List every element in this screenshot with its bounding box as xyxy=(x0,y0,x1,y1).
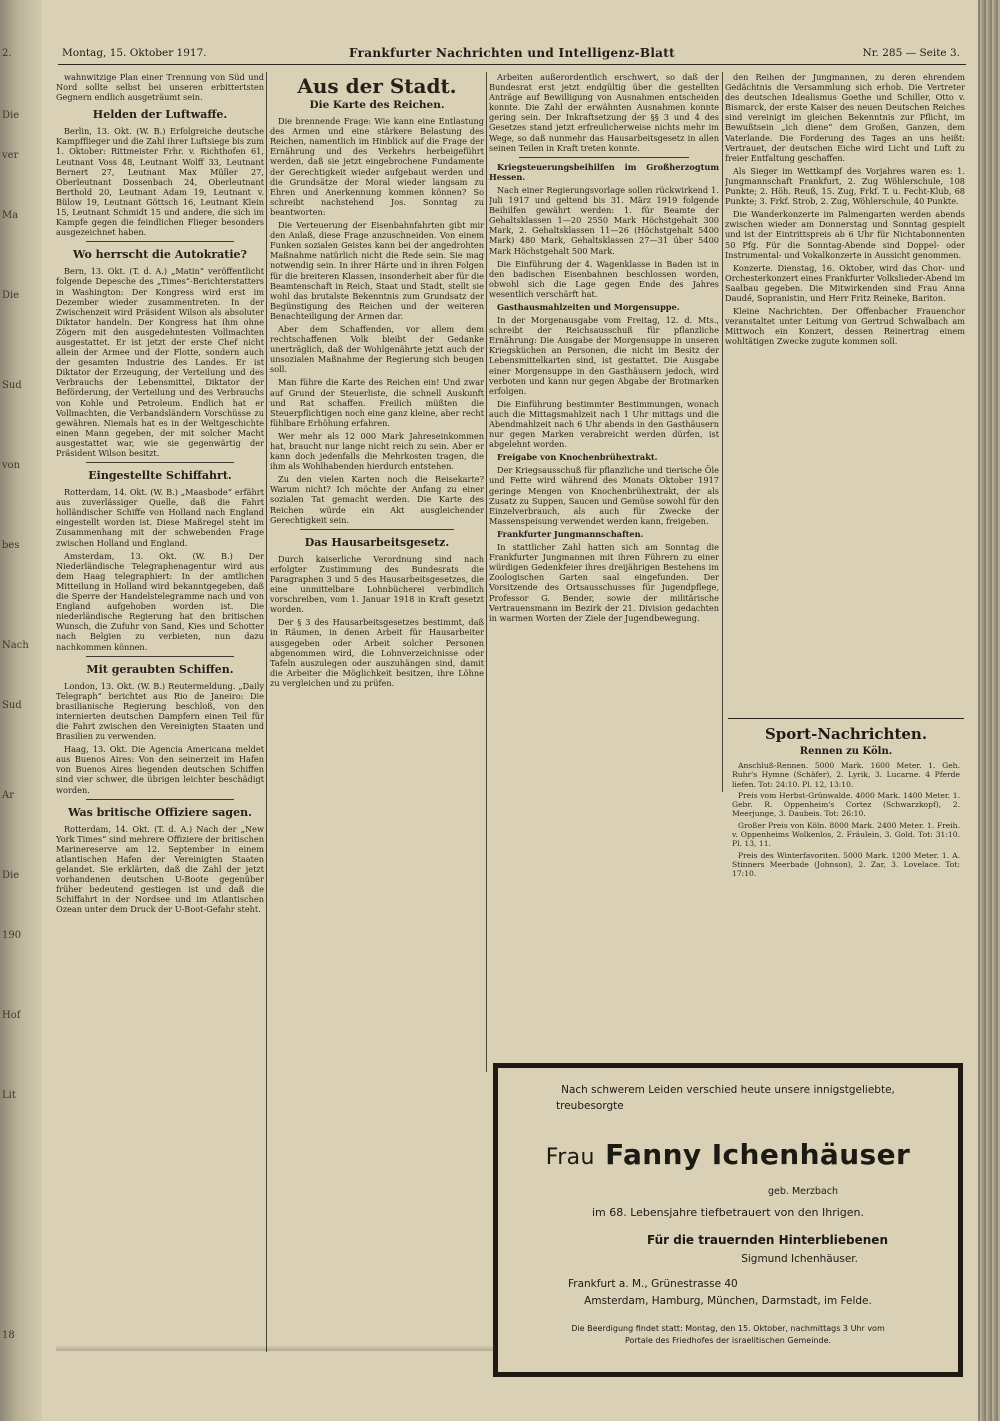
article-text: Als Sieger im Wettkampf des Vorjahres waren es: 1. Jungmannschaft Frankfurt, 2. Zug Wöhlerschule, 108 Punkte; 2. Höh. Reuß, 15. Zug, Frkf. T. u. Fecht-Klub, 68 Punkte; 3. Frkf. Strob, 2. Zug, Wöhlerschule, 40 Punkte. xyxy=(725,165,965,207)
article-heading-inline: Frankfurter Jungmannschaften. xyxy=(497,528,644,539)
article-text: Zu den vielen Karten noch die Reisekarte? Warum nicht? Ich möchte der Anfang zu einer sozialen Tat gemacht werden. Die Karte des Reichen würde ein Akt ausgleichender Gerechtigkeit sein. xyxy=(270,474,484,525)
page-header xyxy=(58,44,966,65)
article-text: Nach einer Regierungsvorlage sollen rückwirkend 1. Juli 1917 und geltend bis 31. März 1919 folgende Beihilfen gewährt werden: 1. für Beamte der Gehaltsklassen 1—20 2550 Mark Höchstgehalt 300 Mark, 2. Gehaltsklassen 11—26 (Höchstgehalt 5400 Mark) 480 Mark, Gehaltsklassen 27—31 über 5400 Mark Höchstgehalt 500 Mark. xyxy=(489,184,719,256)
obituary-name-prefix: Frau xyxy=(545,1145,595,1170)
article-text: wahnwitzige Plan einer Trennung von Süd und Nord sollte selbst bei unseren erbittertsten Gegnern endlich ausgeträumt sein. xyxy=(56,72,264,103)
edge-fragment: ver xyxy=(2,150,19,161)
page-stack-edge xyxy=(978,0,1000,1421)
article-text: Der § 3 des Hausarbeitsgesetzes bestimmt, daß in Räumen, in denen Arbeit für Hausarbeiter ausgegeben oder Arbeit solcher Personen abgenommen wird, die Lohnverzeichnisse oder Tafeln auszulegen oder auszuhängen sind, damit die Arbeiter die Möglichkeit besitzen, ihre Löhne zu vergleichen und zu prüfen. xyxy=(270,617,484,688)
divider xyxy=(300,529,454,530)
edge-fragment: Ma xyxy=(2,210,19,221)
column-rule xyxy=(266,72,267,1352)
article-text: Aber dem Schaffenden, vor allem dem rechtschaffenen Volk bleibt der Gedanke unerträglich, daß der Wohlgenährte jetzt auch der unsozialen Maßnahme der Regierung sich beugen soll. xyxy=(270,323,484,375)
column-rule xyxy=(722,72,723,792)
race-result: Anschluß-Rennen. 5000 Mark. 1600 Meter. 1. Geh. Ruhr's Hymne (Schäfer), 2. Lyrik, 3. Lucarne. 4 Pferde liefen. Tot: 24:10. Pl. 12, 13:10. xyxy=(732,761,960,789)
obituary-cities: Amsterdam, Hamburg, München, Darmstadt, im Felde. xyxy=(584,1295,872,1307)
edge-fragment: Die xyxy=(2,290,20,301)
article-text: Berlin, 13. Okt. (W. B.) Erfolgreiche deutsche Kampfflieger und die Zahl ihrer Luftsiege bis zum 1. Oktober: Rittmeister Frhr. v. Richthofen 61, Leutnant Voss 48, Leutnant Wolff 33, Leutnant Bernert 27, Leutnant Max Müller 27, Oberleutnant Dossenbach 24, Oberleutnant Berthold 20, Leutnant Adam 19, Leutnant v. Bülow 19, Leutnant Göttsch 16, Leutnant Klein 15, Leutnant Schmidt 15 und andere, die sich im Kampfe gegen die feindlichen Flieger besonders ausgezeichnet haben. xyxy=(56,126,264,238)
obituary-burial: Die Beerdigung findet statt: Montag, den 15. Oktober, nachmittags 3 Uhr vom xyxy=(571,1324,885,1333)
divider xyxy=(519,157,689,158)
article-text: Rotterdam, 14. Okt. (W. B.) „Maasbode“ erfährt aus zuverlässiger Quelle, daß die Fahrt holländischer Schiffe von Holland nach England eingestellt worden ist. Diese Maßregel steht im Zusammenhang mit der schwebenden Frage zwischen Holland und England. xyxy=(56,487,264,548)
binding-edge xyxy=(0,0,42,1421)
article-heading-inline: Gasthausmahlzeiten und Morgensuppe. xyxy=(497,301,680,312)
article-heading: Mit geraubten Schiffen. xyxy=(86,662,234,676)
article-heading: Die Karte des Reichen. xyxy=(309,99,445,111)
section-title: Aus der Stadt. xyxy=(297,74,457,98)
sport-results xyxy=(728,761,964,1031)
obituary-age: im 68. Lebensjahre tiefbetrauert von den Ihrigen. xyxy=(591,1206,865,1219)
edge-fragment: Nach xyxy=(2,640,29,651)
article-heading: Helden der Luftwaffe. xyxy=(92,108,228,122)
article-text: Der Kriegsausschuß für pflanzliche und tierische Öle und Fette wird während des Monats Oktober 1917 geringe Mengen von Knochenbrühextrakt, der als Zusatz zu Suppen, Saucen und Gemüse sowohl für den Einzelverbrauch, als auch für Zwecke der Massenspeisung verwendet werden kann, freigeben. xyxy=(489,465,719,526)
article-text: In der Morgenausgabe vom Freitag, 12. d. Mts., schreibt der Reichsausschuß für pflanzliche Ernährung: Die Ausgabe der Morgensuppe in unseren Kriegsküchen an Personen, die nicht im Besitz der Lebensmittelkarten sind, ist gestattet. Die Ausgabe einer Morgensuppe in den Gasthäusern jedoch, wird verboten und kann nur gegen Abgabe der Brotmarken erfolgen. xyxy=(489,315,719,396)
article-text: Die Wanderkonzerte im Palmengarten werden abends zwischen wieder am Donnerstag und Sonntag gespielt und ist der Eintrittspreis ab 6 Uhr für Nichtabonnenten 50 Pfg. Für die Sonntag-Abende sind Doppel- oder Instrumental- und Vokalkonzerte in Aussicht genommen. xyxy=(725,209,965,260)
article-text: London, 13. Okt. (W. B.) Reutermeldung. „Daily Telegraph“ berichtet aus Rio de Janeiro: Die brasilianische Regierung beschloß, von den internierten deutschen Dampfern einen Teil für die Fahrt zwischen den Vereinigten Staaten und Brasilien zu verwenden. xyxy=(56,680,264,742)
divider xyxy=(86,656,234,657)
obituary-signer: Sigmund Ichenhäuser. xyxy=(741,1253,858,1265)
article-heading: Wo herrscht die Autokratie? xyxy=(73,248,247,262)
edge-fragment: Die xyxy=(2,110,20,121)
article-heading: Was britische Offiziere sagen. xyxy=(68,805,252,819)
obituary-address: Frankfurt a. M., Grünestrasse 40 xyxy=(568,1278,738,1290)
article-heading: Rennen zu Köln. xyxy=(799,746,893,757)
race-result: Preis vom Herbst-Grünwalde. 4000 Mark. 1400 Meter. 1. Gebr. R. Oppenheim's Cortez (Schwarzkopf), 2. Meerjunge, 3. Daubeis. Tot: 26:10. xyxy=(732,790,960,819)
article-text: Die brennende Frage: Wie kann eine Entlastung des Armen und eine stärkere Belastung des Reichen, namentlich im Hinblick auf die Frage der Ernährung und des Verkehrs herbeigeführt werden, daß sie jetzt eingebrochene Fundamente der Gerechtigkeit wieder aufgebaut werden und die Grundsätze der Moral wieder langsam zu Ehren und Anerkennung kommen können? So schreibt nachstehend Jos. Sonntag zu beantworten: xyxy=(270,116,484,217)
edge-fragment: Lit xyxy=(2,1090,16,1101)
edge-fragment: 2. xyxy=(2,48,12,59)
article-heading: Das Hausarbeitsgesetz. xyxy=(304,535,450,549)
article-text: Amsterdam, 13. Okt. (W. B.) Der Niederländische Telegraphenagentur wird aus dem Haag telegraphiert: In der amtlichen Mitteilung in Holland wird bekanntgegeben, daß die Sperre der Handelstelegramme nach und von England aufgehoben worden ist. Die niederländische Regierung hat den britischen Wunsch, die Zufuhr von Sand, Kies und Schotter nach Belgien zu verbieten, nun dazu nachkommen können. xyxy=(56,550,264,652)
article-text: Bern, 13. Okt. (T. d. A.) „Matin“ veröffentlicht folgende Depesche des „Times“-Berichterstatters in Washington: Der Kongress wird erst im Dezember wieder zusammentreten. In der Zwischenzeit wird Präsident Wilson als absoluter Diktator handeln. Der Kongress hat ihm ohne Zögern mit den ausgedehntesten Vollmachten ausgestattet. Er ist jetzt der erste Chef nicht allein der Armee und der Flotte, sondern auch der gesamten Industrie des Landes. Er ist Diktator der Erzeugung, der Verteilung und des Verbrauchs der Lebensmittel, Diktator der Beförderung, der Verteilung und des Verbrauchs von Kohle und Petroleum. Endlich hat er Vollmachten, die Verbandsländern Vorschüsse zu gewähren. Niemals hat es in der Weltgeschichte einen Mann gegeben, der mit solcher Macht ausgestattet war, wie sie gegenwärtig der Präsident Wilson besitzt. xyxy=(56,266,264,458)
article-text: Man führe die Karte des Reichen ein! Und zwar auf Grund der Steuerliste, die schnell Auskunft und Rat schaffen. Freilich müßten die Steuerpflichtigen noch eine ganz kleine, aber recht fühlbare Erhöhung erfahren. xyxy=(270,377,484,428)
column-rule xyxy=(486,72,487,1072)
divider xyxy=(86,799,234,800)
edge-fragment: Sud xyxy=(2,380,22,391)
edge-fragment: Ar xyxy=(2,790,15,801)
edge-fragment: 190 xyxy=(2,930,22,941)
column-2 xyxy=(270,72,484,1372)
article-text: Die Einführung der 4. Wagenklasse in Baden ist in den badischen Eisenbahnen beschlossen worden, obwohl sich die Lage gegen Ende des Jahres wesentlich verschärft hat. xyxy=(489,258,719,299)
article-heading: Eingestellte Schiffahrt. xyxy=(88,469,232,483)
header-page-number: Nr. 285 — Seite 3. xyxy=(862,47,960,59)
divider xyxy=(86,241,234,242)
page-shadow xyxy=(56,1345,496,1351)
article-text: Die Verteuerung der Eisenbahnfahrten gibt mir den Anlaß, diese Frage anzuschneiden. Von einem Funken sozialen Geistes kann bei der angedrohten Maßnahme natürlich nicht die Rede sein. Sie mag notwendig sein. In ihrer Härte und in ihren Folgen für die breiteren Klassen, insonderheit aber für die Beamtenschaft in Reich, Staat und Stadt, stellt sie wohl das brutalste Bekenntnis zum Grundsatz der Begünstigung des Reichen und der weiteren Benachteiligung der Armen dar. xyxy=(270,220,484,321)
header-masthead: Frankfurter Nachrichten und Intelligenz-Blatt xyxy=(349,46,675,60)
header-date: Montag, 15. Oktober 1917. xyxy=(62,47,207,59)
article-text: Durch kaiserliche Verordnung sind nach erfolgter Zustimmung des Bundesrats die Paragraphen 3 und 5 des Hausarbeitsgesetzes, die eine unmittelbare Lohnbücherei verbindlich vorschreiben, vom 1. Januar 1918 in Kraft gesetzt worden. xyxy=(270,553,484,615)
obituary-notice xyxy=(493,1063,963,1377)
edge-fragment: von xyxy=(2,460,21,471)
article-text: In stattlicher Zahl hatten sich am Sonntag die Frankfurter Jungmannen mit ihren Führern zu einer würdigen Gedenkfeier ihres dreijährigen Bestehens im Zoologischen Garten saal eingefunden. Der Vorsitzende des Ortsausschusses für Jugendpflege, Professor G. Bender, sowie der militärische Vertrauensmann im Bezirk der 21. Division gedachten in warmen Worten der Ziele der Jugendbewegung. xyxy=(489,542,719,623)
edge-fragment: bes xyxy=(2,540,20,551)
article-text: Kleine Nachrichten. Der Offenbacher Frauenchor veranstaltet unter Leitung von Gertrud Schwalbach am Mittwoch ein Konzert, dessen Reinertrag einem wohltätigen Zwecke zugute kommen soll. xyxy=(725,306,965,347)
section-title: Sport-Nachrichten. xyxy=(764,725,928,743)
divider xyxy=(86,462,234,463)
column-4 xyxy=(725,72,965,792)
article-text: Wer mehr als 12 000 Mark Jahreseinkommen hat, braucht nur lange nicht reich zu sein. Aber er kann doch jedenfalls die Mehrkosten tragen, die ihm als Wohlhabenden hierdurch entstehen. xyxy=(270,430,484,472)
obituary-burial-2: Portale des Friedhofes der israelitischen Gemeinde. xyxy=(624,1336,832,1345)
column-1 xyxy=(56,72,264,1342)
edge-fragment: 18 xyxy=(2,1330,15,1341)
column-3 xyxy=(489,72,719,1052)
article-text: Arbeiten außerordentlich erschwert, so daß der Bundesrat erst jetzt endgültig über die gestellten Anträge auf Bewilligung von Ausnahmen entscheiden konnte. Die Zahl der erwähnten Ausnahmen konnte gering sein. Der Inkraftsetzung der §§ 3 und 4 des Gesetzes stand jetzt erfreulicherweise nichts mehr im Wege, so daß nunmehr das Hausarbeitsgesetz in allen seinen Teilen in Kraft treten konnte. xyxy=(489,72,719,153)
obituary-born: geb. Merzbach xyxy=(768,1186,838,1197)
edge-fragment: Die xyxy=(2,870,20,881)
obituary-intro: Nach schwerem Leiden verschied heute unsere innigstgeliebte, xyxy=(561,1084,895,1096)
obituary-mourners: Für die trauernden Hinterbliebenen xyxy=(646,1233,888,1247)
article-heading-inline: Kriegsteuerungsbeihilfen im Großherzogtum Hessen. xyxy=(489,161,719,182)
edge-fragment: Sud xyxy=(2,700,22,711)
obituary-name-text: Fanny Ichenhäuser xyxy=(605,1138,911,1171)
article-heading-inline: Freigabe von Knochenbrühextrakt. xyxy=(497,452,658,463)
obituary-name xyxy=(498,1138,958,1171)
article-text: Die Einführung bestimmter Bestimmungen, wonach auch die Mittagsmahlzeit nach 1 Uhr mittags und die Abendmahlzeit nach 6 Uhr abends in den Gasthäusern nur gegen Marken verabreicht werden dürfen, ist abgelehnt worden. xyxy=(489,398,719,450)
race-result: Großer Preis von Köln. 8000 Mark. 2400 Meter. 1. Freih. v. Oppenheims Wolkenlos, 2. Fräulein, 3. Gold. Tot: 31:10. Pl. 13, 11. xyxy=(732,820,960,849)
edge-fragment: Hof xyxy=(2,1010,21,1021)
article-text: Haag, 13. Okt. Die Agencia Americana meldet aus Buenos Aires: Von den seinerzeit im Hafen von Buenos Aires liegenden deutschen Schiffen sind vier schwer, die übrigen leichter beschädigt worden. xyxy=(56,744,264,795)
article-text: Rotterdam, 14. Okt. (T. d. A.) Nach der „New York Times“ sind mehrere Offiziere der britischen Marinereserve am 12. September in einem atlantischen Hafen der Vereinigten Staaten gelandet. Sie erklärten, daß die Zahl der jetzt vorhandenen deutschen U-Boote gegenüber früher bedeutend gestiegen ist und daß die Schiffahrt in der Nordsee und im Atlantischen Ozean unter dem Druck der U-Boot-Gefahr steht. xyxy=(56,823,264,915)
obituary-intro-2: treubesorgte xyxy=(556,1100,624,1112)
article-text: Konzerte. Dienstag, 16. Oktober, wird das Chor- und Orchesterkonzert eines Frankfurter Volkslieder-Abend im Saalbau gegeben. Die Mitwirkenden sind Frau Anna Daudé, Sopranistin, und Herr Fritz Reineke, Bariton. xyxy=(725,262,965,303)
race-result: Preis des Winterfavoriten. 5000 Mark. 1200 Meter. 1. A. Stinners Meerbade (Johnson), 2. Zar, 3. Lovelace. Tot: 17:10. xyxy=(732,850,960,879)
sport-section xyxy=(728,718,964,1051)
article-text: den Reihen der Jungmannen, zu deren ehrendem Gedächtnis die Versammlung sich erhob. Die Vertreter des deutschen Idealismus Goethe und Schiller, Otto v. Bismarck, der erste Kaiser des neuen Deutschen Reiches sind vereinigt im gleichen Bekenntnis zur Pflicht, im Bewußtsein „ich diene“ dem Großen, Ganzen, dem Vaterlande. Die Forderung des Tages an uns heißt: Vertrauet, der deutschen Eiche wird Licht und Luft zu freier Entfaltung geschaffen. xyxy=(725,72,965,163)
